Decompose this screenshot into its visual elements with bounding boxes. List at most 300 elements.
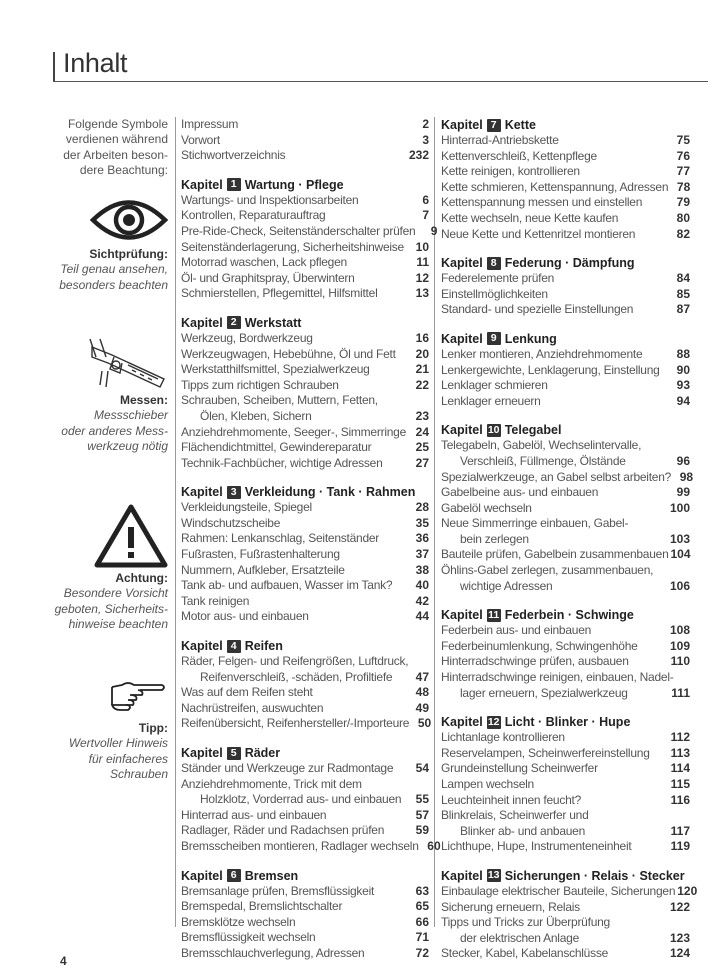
toc-entry-page: 99 [676,485,690,500]
toc-entry[interactable] [441,730,690,746]
toc-entry[interactable] [181,946,429,962]
toc-entry-page: 38 [415,562,429,577]
chapter-number-badge: 12 [487,715,500,728]
symbol-label: Tipp: [138,721,168,735]
chapter-heading [181,745,429,761]
toc-entry-title: Einbaulage elektrischer Bauteile, Sicherungen [441,883,676,898]
chapter-heading [441,331,690,347]
toc-entry[interactable] [181,654,429,670]
toc-entry-page: 23 [415,408,429,423]
toc-section [181,117,429,164]
pointing-hand-icon [108,677,168,715]
toc-entry-page: 27 [415,455,429,470]
toc-entry-page: 13 [415,286,429,301]
toc-entry[interactable] [181,393,429,409]
toc-entry[interactable] [181,117,429,133]
toc-entry[interactable] [181,838,441,855]
toc-entry-page: 117 [670,823,690,838]
toc-entry-title: Stecker, Kabel, Kabelanschlüsse [441,946,609,961]
chapter-heading [181,484,429,500]
chapter-title: Bremsen [244,868,299,883]
symbol-achtung [40,503,168,632]
toc-entry-page: 2 [422,117,429,131]
toc-entry-title: Sicherung erneuern, Relais [441,899,580,914]
toc-entry[interactable] [181,516,429,532]
toc-entry-title: wichtige Adressen [460,578,553,593]
toc-section [181,868,429,962]
symbol-label: Sichtprüfung: [89,247,168,261]
toc-entry[interactable] [441,454,690,470]
title-rule [53,81,708,82]
toc-entry[interactable] [181,899,429,915]
chapter-label: Kapitel [181,868,223,883]
toc-entry-title: Blinker ab- und anbauen [460,823,586,838]
toc-entry-page: 113 [670,745,690,760]
toc-column-right [441,117,698,962]
toc-entry-page: 65 [415,899,429,914]
toc-entry-title: Stichwortverzeichnis [181,148,286,163]
toc-entry-page: 40 [415,578,429,593]
toc-entry-page: 78 [676,179,691,194]
toc-entry-title: Reservelampen, Scheinwerfereinstellung [441,745,650,760]
toc-entry-page: 96 [676,453,690,468]
toc-entry-page: 98 [679,469,694,484]
toc-entry-title: Schmierstellen, Pflegemittel, Hilfsmittel [181,286,378,301]
toc-entry-title: Hinterrad-Antriebskette [441,133,559,147]
toc-entry-page: 42 [415,593,429,608]
toc-entry[interactable] [441,149,690,165]
toc-entry[interactable] [441,227,690,243]
toc-entry[interactable] [441,485,690,501]
toc-entry[interactable] [181,701,429,717]
toc-entry-title: Bauteile prüfen, Gabelbein zusammenbauen [441,547,669,562]
toc-entry-page: 59 [415,823,429,838]
toc-entry-page: 79 [676,195,690,210]
toc-entry[interactable] [181,563,429,579]
toc-entry[interactable] [441,438,690,454]
toc-entry[interactable] [441,639,690,655]
chapter-heading [441,868,690,884]
chapter-title: Wartung · Pflege [244,177,344,192]
intro-line: der Arbeiten beson- [63,147,168,162]
toc-entry-page: 87 [676,302,690,317]
toc-entry[interactable] [441,946,690,962]
toc-entry-title: Motor aus- und einbauen [181,609,309,624]
toc-entry-title: Bremsklötze wechseln [181,914,296,929]
chapter-label: Kapitel [181,177,223,192]
symbol-intro [38,117,168,178]
toc-entry[interactable] [441,547,690,563]
toc-entry-page: 11 [416,255,429,270]
toc-entry-title: Verkleidungsteile, Spiegel [181,500,312,515]
toc-entry[interactable] [181,223,438,240]
chapter-title: Werkstatt [244,315,302,330]
toc-entry-page: 71 [415,930,429,945]
toc-entry-title: Kettenverschleiß, Kettenpflege [441,148,597,163]
toc-entry-page: 37 [415,547,429,562]
chapter-label: Kapitel [441,423,483,438]
chapter-title: Lenkung [504,331,557,346]
toc-entry-title: Gabelbeine aus- und einbauen [441,485,599,500]
toc-entry[interactable] [181,425,429,441]
symbol-desc: hinweise beachten [68,616,168,631]
toc-entry-title: Lenklager schmieren [441,378,548,393]
toc-entry-title: Kette schmieren, Kettenspannung, Adressen [441,179,669,194]
toc-entry[interactable] [181,500,429,516]
toc-entry[interactable] [441,394,690,410]
toc-section [181,315,429,471]
toc-section [181,177,438,302]
toc-entry-title: Kette reinigen, kontrollieren [441,164,580,179]
symbol-desc: besonders beachten [59,277,168,292]
toc-entry-page: 232 [408,148,429,163]
chapter-number-badge: 11 [488,608,500,621]
toc-entry-title: Ständer und Werkzeuge zur Radmontage [181,761,394,775]
toc-entry-page: 88 [676,346,690,361]
toc-entry-page: 108 [669,623,690,638]
toc-entry[interactable] [441,516,690,532]
chapter-label: Kapitel [441,118,483,132]
chapter-heading [181,177,429,193]
toc-entry-page: 22 [415,377,429,392]
symbol-label: Messen: [119,393,168,407]
chapter-label: Kapitel [441,256,483,271]
toc-entry-title: Seitenständerlagerung, Sicherheitshinweise [181,239,404,254]
toc-entry-title: Motorrad waschen, Lack pflegen [181,255,347,270]
toc-entry-title: Federbein aus- und einbauen [441,623,592,638]
toc-entry[interactable] [181,670,429,686]
chapter-heading [441,255,690,271]
toc-entry[interactable] [181,808,429,824]
chapter-heading [441,117,690,133]
toc-entry-page: 50 [417,716,432,731]
toc-entry-page: 48 [415,685,429,700]
chapter-label: Kapitel [441,715,483,730]
chapter-number-badge: 4 [227,640,241,653]
chapter-number-badge: 8 [487,257,501,270]
toc-entry[interactable] [441,670,690,686]
toc-entry-title: bein zerlegen [460,531,529,546]
toc-entry-page: 10 [415,239,429,254]
chapter-title: Federbein · Schwinge [504,608,634,623]
chapter-label: Kapitel [181,639,223,654]
toc-entry-title: Lenkergewichte, Lenklagerung, Einstellung [441,362,660,377]
toc-entry-title: Werkstatthilfsmittel, Spezialwerkzeug [181,362,370,377]
toc-entry[interactable] [441,654,690,670]
toc-entry[interactable] [441,623,690,639]
toc-entry[interactable] [441,839,690,855]
toc-entry[interactable] [181,331,429,347]
toc-entry[interactable] [181,456,429,472]
toc-entry[interactable] [181,208,429,224]
toc-entry[interactable] [441,931,690,947]
toc-entry-page: 57 [415,807,429,822]
toc-entry-title: Flächendichtmittel, Gewindereparatur [181,440,372,455]
toc-entry-title: Lichthupe, Hupe, Instrumenteneinheit [441,839,632,854]
chapter-heading [181,868,429,884]
chapter-label: Kapitel [441,608,483,623]
toc-entry-page: 115 [670,777,690,791]
toc-entry-title: Kontrollen, Reparaturauftrag [181,208,326,223]
toc-entry[interactable] [441,164,690,180]
toc-entry-title: Leuchteinheit innen feucht? [441,792,582,807]
symbol-desc: Schrauben [109,766,168,781]
symbol-desc: Wertvoller Hinweis [68,736,168,751]
toc-entry[interactable] [441,824,690,840]
title-accent-bar [53,52,55,82]
toc-entry-page: 76 [676,148,690,163]
toc-entry-page: 116 [670,792,690,807]
toc-entry[interactable] [181,792,429,808]
toc-entry-title: Hinterradschwinge reinigen, einbauen, Nadel- [441,670,674,685]
toc-entry[interactable] [441,287,690,303]
toc-entry-title: Standard- und spezielle Einstellungen [441,302,634,317]
toc-entry-page: 20 [415,346,429,361]
toc-entry-title: Neue Simmerringe einbauen, Gabel- [441,516,629,531]
toc-entry[interactable] [181,594,429,610]
toc-entry-page: 84 [676,271,690,286]
toc-entry-page: 122 [669,899,690,914]
chapter-label: Kapitel [181,315,223,330]
toc-section [441,331,690,409]
toc-entry[interactable] [441,777,690,793]
toc-section [441,868,698,962]
toc-entry-title: Vorwort [181,132,220,147]
toc-entry-page: 80 [676,210,690,225]
toc-entry-page: 119 [670,839,690,854]
chapter-number-badge: 5 [227,747,241,760]
toc-entry-title: Impressum [181,117,239,131]
toc-entry-title: Verschleiß, Füllmenge, Ölstände [460,453,626,468]
toc-entry[interactable] [441,761,690,777]
toc-entry-page: 44 [415,609,429,624]
symbol-sichtpruefung [40,195,168,293]
toc-entry-page: 47 [415,669,429,684]
chapter-number-badge: 7 [487,119,501,132]
toc-entry[interactable] [441,469,694,486]
toc-entry-title: Öl- und Graphitspray, Überwintern [181,270,355,285]
symbol-desc: oder anderes Mess- [61,423,168,438]
toc-entry-title: Lampen wechseln [441,777,534,791]
toc-entry-title: Pre-Ride-Check, Seitenständerschalter prüfen [181,223,416,238]
symbol-messen [40,335,168,454]
toc-entry[interactable] [441,378,690,394]
symbol-tipp [40,677,168,782]
toc-entry[interactable] [441,211,690,227]
toc-entry-page: 49 [415,700,429,715]
toc-entry[interactable] [181,440,429,456]
toc-entry-title: Neue Kette und Kettenritzel montieren [441,226,636,241]
toc-entry[interactable] [181,286,429,302]
toc-section [181,638,432,732]
intro-line: dere Beachtung: [79,162,168,177]
toc-entry[interactable] [181,255,429,271]
toc-entry-page: 72 [415,945,429,960]
chapter-number-badge: 3 [227,486,241,499]
toc-entry[interactable] [181,685,429,701]
toc-entry[interactable] [181,133,429,149]
toc-entry-title: Bremsflüssigkeit wechseln [181,930,316,945]
toc-entry-title: Schrauben, Scheiben, Muttern, Fetten, [181,393,378,408]
toc-entry-title: Tipps und Tricks zur Überprüfung [441,915,610,930]
toc-entry[interactable] [441,501,690,517]
toc-entry[interactable] [441,302,690,318]
toc-entry-page: 63 [415,883,429,898]
toc-entry-page: 85 [676,286,690,301]
toc-entry-title: Blinkrelais, Scheinwerfer und [441,808,589,823]
toc-entry-title: Lichtanlage kontrollieren [441,730,565,745]
toc-entry-title: Räder, Felgen- und Reifengrößen, Luftdruck, [181,654,409,669]
toc-entry-page: 90 [676,362,690,377]
toc-entry-title: Kette wechseln, neue Kette kaufen [441,210,619,225]
chapter-title: Licht · Blinker · Hupe [504,715,631,730]
chapter-heading [441,714,690,730]
toc-entry-title: Gabelöl wechseln [441,500,532,515]
toc-entry[interactable] [181,193,429,209]
toc-entry-page: 77 [676,164,690,179]
toc-entry-title: Technik-Fachbücher, wichtige Adressen [181,455,383,470]
toc-entry-title: Was auf dem Reifen steht [181,685,313,700]
toc-entry-page: 94 [676,393,690,408]
column-divider-left [175,117,176,927]
symbol-label: Achtung: [115,571,168,585]
toc-entry[interactable] [181,271,429,287]
toc-entry-title: Holzklotz, Vorderrad aus- und einbauen [200,792,402,807]
toc-entry-title: Anziehdrehmomente, Trick mit dem [181,776,362,791]
toc-entry-page: 106 [669,578,690,593]
toc-entry-page: 21 [415,362,429,377]
toc-section [441,422,694,594]
toc-entry-title: Hinterradschwinge prüfen, ausbauen [441,654,629,669]
toc-entry-title: Spezialwerkzeuge, an Gabel selbst arbeiten? [441,469,672,484]
symbol-desc: Teil genau ansehen, [60,262,168,277]
toc-entry-title: Grundeinstellung Scheinwerfer [441,761,598,776]
toc-entry-title: Tank reinigen [181,593,250,608]
toc-entry-page: 75 [676,133,690,147]
toc-entry[interactable] [441,195,690,211]
toc-entry-title: Rahmen: Lenkanschlag, Seitenständer [181,531,380,546]
toc-entry-page: 123 [669,930,690,945]
toc-entry[interactable] [441,686,690,702]
toc-entry[interactable] [181,761,429,777]
toc-entry-page: 114 [670,761,690,776]
toc-entry-page: 109 [669,638,690,653]
toc-entry[interactable] [181,531,429,547]
toc-section [181,745,441,855]
toc-entry-page: 124 [669,946,690,961]
toc-entry[interactable] [441,793,690,809]
chapter-title: Sicherungen · Relais · Stecker [504,868,685,883]
toc-entry[interactable] [181,409,429,425]
toc-entry[interactable] [181,716,432,732]
chapter-number-badge: 1 [227,178,241,191]
eye-icon [90,195,168,245]
toc-entry-title: Tipps zum richtigen Schrauben [181,377,339,392]
toc-entry[interactable] [441,915,690,931]
toc-entry-page: 54 [415,761,429,775]
chapter-label: Kapitel [181,746,223,760]
toc-entry[interactable] [181,915,429,931]
toc-entry[interactable] [181,609,429,625]
toc-entry[interactable] [181,547,429,563]
page-title: Inhalt [63,48,128,78]
chapter-heading [441,422,690,438]
toc-entry[interactable] [441,883,698,900]
toc-entry[interactable] [441,271,690,287]
chapter-number-badge: 10 [487,423,500,436]
toc-entry-title: Federelemente prüfen [441,271,555,286]
chapter-title: Telegabel [504,423,562,438]
toc-entry[interactable] [441,363,690,379]
toc-entry[interactable] [441,563,690,579]
toc-entry-page: 103 [669,531,690,546]
toc-entry-title: Reifenübersicht, Reifenhersteller/-Importeure [181,716,410,731]
symbol-desc: für einfacheres [88,751,168,766]
toc-entry[interactable] [181,240,429,256]
chapter-heading [441,607,690,623]
toc-entry-title: Radlager, Räder und Radachsen prüfen [181,823,385,838]
chapter-heading [181,315,429,331]
toc-entry[interactable] [181,362,429,378]
toc-entry[interactable] [441,532,690,548]
chapter-title: Reifen [244,639,283,654]
toc-entry-page: 6 [422,192,429,207]
toc-entry-title: Windschutzscheibe [181,515,281,530]
chapter-title: Federung · Dämpfung [504,256,635,271]
toc-entry-title: Federbeinumlenkung, Schwingenhöhe [441,638,638,653]
toc-entry-title: Ölen, Kleben, Sichern [200,408,312,423]
intro-line: verdienen während [65,132,168,147]
intro-line: Folgende Symbole [67,117,168,131]
toc-entry[interactable] [181,884,429,900]
toc-entry[interactable] [441,808,690,824]
toc-entry[interactable] [441,746,690,762]
toc-entry[interactable] [181,578,429,594]
toc-entry-page: 120 [677,883,698,898]
toc-entry-page: 35 [415,515,429,530]
toc-section [441,117,690,242]
warning-triangle-icon [94,503,168,569]
toc-entry-page: 24 [415,424,429,439]
symbol-desc: geboten, Sicherheits- [54,601,168,616]
toc-entry[interactable] [441,579,690,595]
toc-entry[interactable] [441,180,690,196]
toc-entry-title: Fußrasten, Fußrastenhalterung [181,547,340,562]
toc-entry[interactable] [181,930,429,946]
toc-entry[interactable] [181,823,429,839]
toc-entry-page: 3 [422,132,429,147]
toc-entry-page: 25 [415,440,429,455]
toc-entry[interactable] [441,347,690,363]
toc-entry[interactable] [441,900,690,916]
toc-entry-title: Anziehdrehmomente, Seeger-, Simmerringe [181,424,407,439]
toc-entry[interactable] [181,148,429,164]
chapter-label: Kapitel [181,485,223,500]
toc-entry-title: lager erneuern, Spezialwerkzeug [460,685,628,700]
toc-entry[interactable] [181,378,429,394]
symbol-desc: Besondere Vorsicht [63,586,168,601]
toc-entry[interactable] [181,777,429,793]
toc-entry-title: Hinterrad aus- und einbauen [181,807,327,822]
toc-entry-page: 55 [415,792,429,807]
symbol-desc: Messschieber [93,408,168,423]
toc-entry[interactable] [181,347,429,363]
toc-entry-title: Werkzeugwagen, Hebebühne, Öl und Fett [181,346,396,361]
toc-entry[interactable] [441,133,690,149]
toc-entry-page: 7 [422,208,429,223]
toc-section [441,714,690,855]
toc-entry-page: 111 [671,685,690,700]
